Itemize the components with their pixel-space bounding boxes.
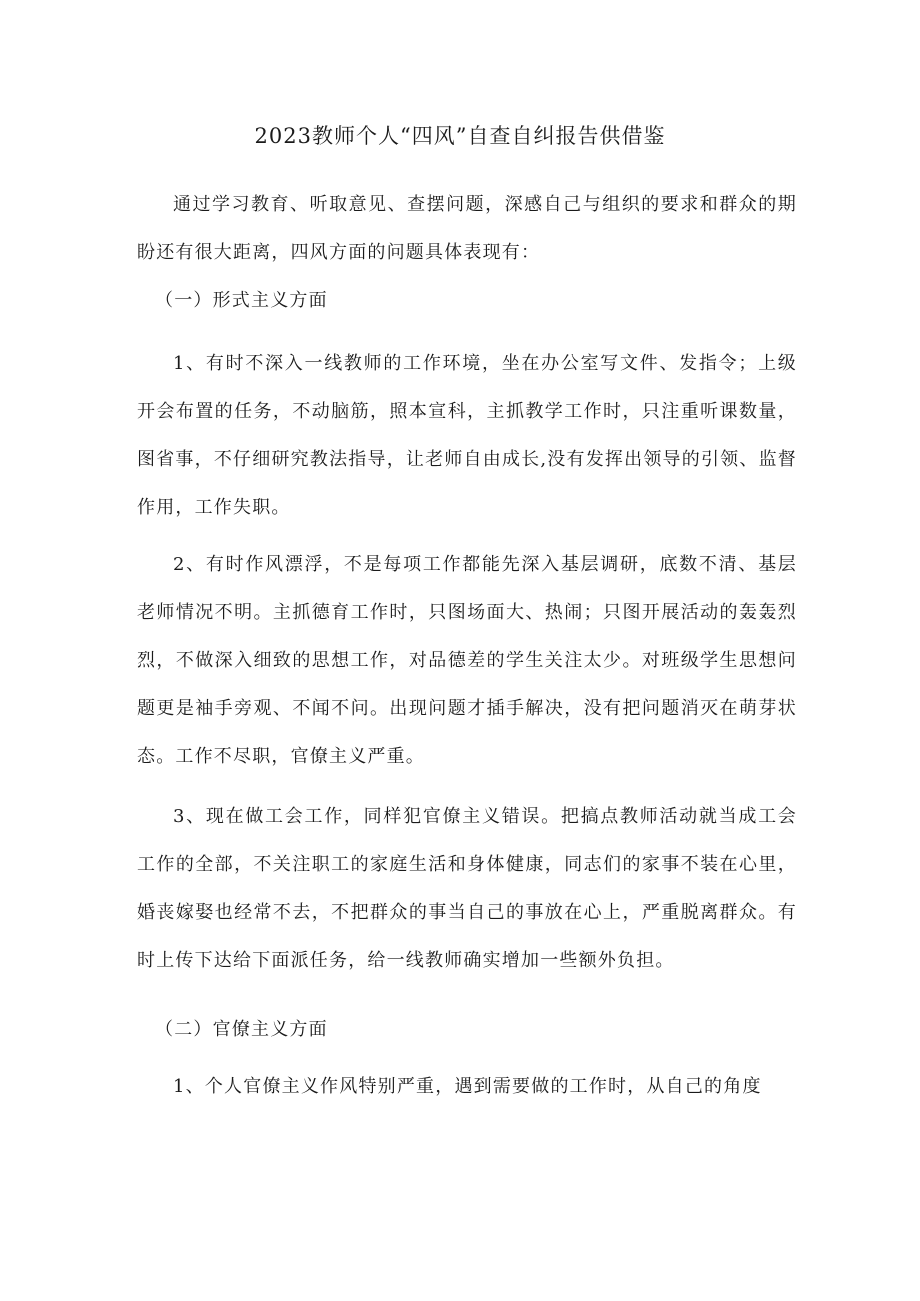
document-title: 2023教师个人“四风”自查自纠报告供借鉴: [254, 124, 666, 148]
paragraph-bureaucracy-1: 1、个人官僚主义作风特别严重，遇到需要做的工作时，从自己的角度: [173, 1076, 762, 1097]
paragraph-formalism-1: 1、有时不深入一线教师的工作环境，坐在办公室写文件、发指令；上级开会布置的任务，不动脑筋，照本宣科，主抓教学工作时，只注重听课数量，图省事，不仔细研究教法指导，让老师自由成长,没有发挥出领导的引领、监督作用，工作失职。: [137, 353, 797, 518]
section-heading-bureaucracy: （二）官僚主义方面: [155, 1019, 328, 1040]
section-heading-formalism: （一）形式主义方面: [155, 290, 328, 311]
paragraph-formalism-2: 2、有时作风漂浮，不是每项工作都能先深入基层调研，底数不清、基层老师情况不明。主抓德育工作时，只图场面大、热闹；只图开展活动的轰轰烈烈，不做深入细致的思想工作，对品德差的学生关注太少。对班级学生思想问题更是袖手旁观、不闻不问。出现问题才插手解决，没有把问题消灭在萌芽状态。工作不尽职，官僚主义严重。: [137, 554, 797, 767]
intro-paragraph: 通过学习教育、听取意见、查摆问题，深感自己与组织的要求和群众的期盼还有很大距离，四风方面的问题具体表现有：: [137, 194, 797, 263]
paragraph-formalism-3: 3、现在做工会工作，同样犯官僚主义错误。把搞点教师活动就当成工会工作的全部，不关注职工的家庭生活和身体健康，同志们的家事不装在心里，婚丧嫁娶也经常不去，不把群众的事当自己的事放在心上，严重脱离群众。有时上传下达给下面派任务，给一线教师确实增加一些额外负担。: [137, 806, 797, 971]
